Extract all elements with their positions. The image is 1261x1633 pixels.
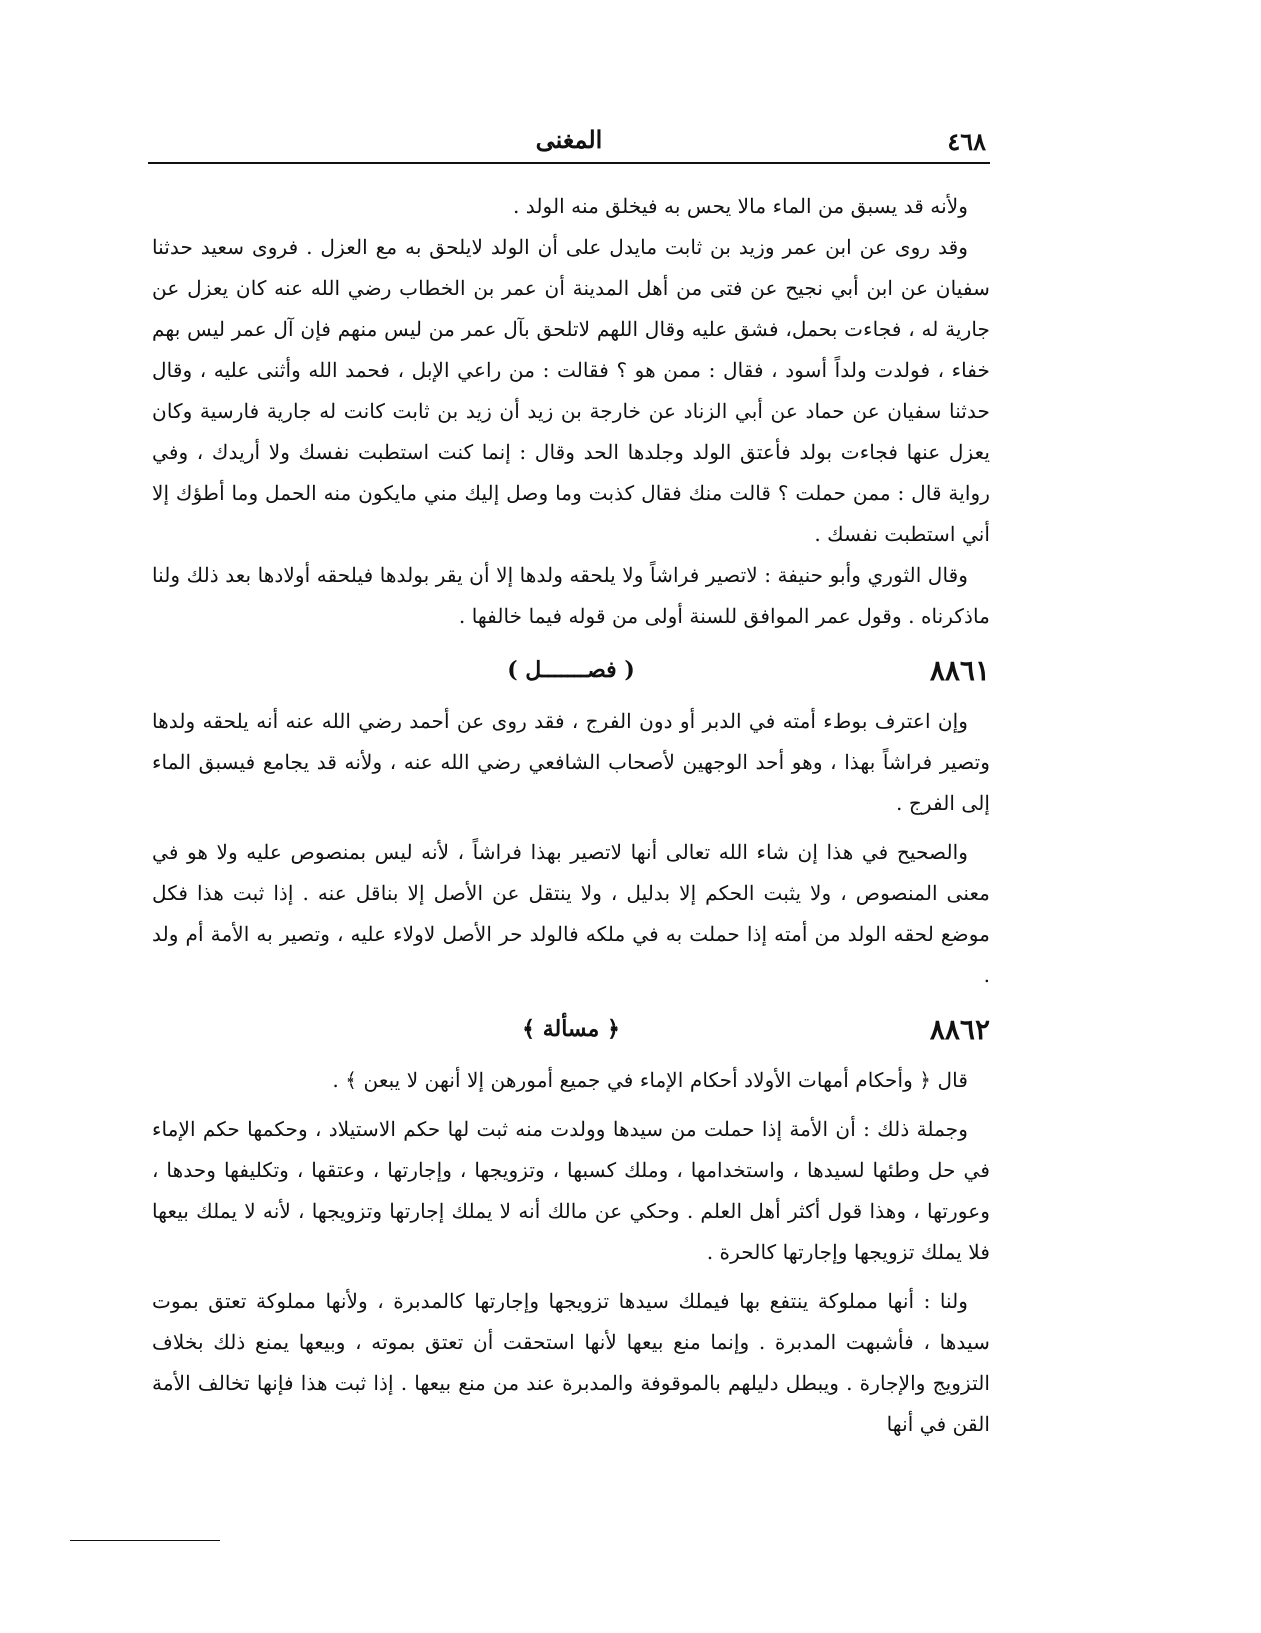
section-heading-8862 xyxy=(152,1002,990,1056)
paragraph: وجملة ذلك : أن الأمة إذا حملت من سيدها وولدت منه ثبت لها حكم الاستيلاد ، وحكمها حكم الإماء في حل وطئها لسيدها ، واستخدامها ، وملك كسبها ، وتزويجها ، وإجارتها ، وعتقها ، وتكليفها وحدها ، وعورتها ، وهذا قول أكثر أهل العلم . وحكي عن مالك أنه لا يملك إجارتها وتزويجها ، لأنه لا يملك بيعها فلا يملك تزويجها وإجارتها كالحرة . xyxy=(152,1117,990,1264)
paragraph: قال ﴿ وأحكام أمهات الأولاد أحكام الإماء في جميع أمورهن إلا أنهن لا يبعن ﴾ . xyxy=(332,1068,968,1092)
paragraph: ولنا : أنها مملوكة ينتفع بها فيملك سيدها تزويجها وإجارتها كالمدبرة ، ولأنها مملوكة تعتق بموت سيدها ، فأشبهت المدبرة . وإنما منع بيعها لأنها استحقت أن تعتق بموته ، وبيعها يمنع ذلك بخلاف التزويج والإجارة . ويبطل دليلهم بالموقوفة والمدبرة عند من منع بيعها . إذا ثبت هذا فإنها تخالف الأمة القن في أنها xyxy=(152,1289,990,1436)
book-title: المغنى xyxy=(535,125,603,154)
footnote-divider xyxy=(70,1540,220,1541)
page-body xyxy=(152,186,990,1445)
section-number: ٨٨٦١ xyxy=(929,653,990,687)
paragraph: وإن اعترف بوطء أمته في الدبر أو دون الفرج ، فقد روى عن أحمد رضي الله عنه أنه يلحقه ولدها وتصير فراشاً بهذا ، وهو أحد الوجهين لأصحاب الشافعي رضي الله عنه ، ولأنه قد يجامع فيسبق الماء إلى الفرج . xyxy=(152,709,990,815)
page-header xyxy=(148,112,990,164)
paragraph: وقال الثوري وأبو حنيفة : لاتصير فراشاً ولا يلحقه ولدها إلا أن يقر بولدها فيلحقه أولادها بعد ذلك ولنا ماذكرناه . وقول عمر الموافق للسنة أولى من قوله فيما خالفها . xyxy=(152,563,990,628)
paragraph: وقد روى عن ابن عمر وزيد بن ثابت مايدل على أن الولد لايلحق به مع العزل . فروى سعيد حدثنا سفيان عن ابن أبي نجيح عن فتى من أهل المدينة أن عمر بن الخطاب رضي الله عنه كان يعزل عن جارية له ، فجاءت بحمل، فشق عليه وقال اللهم لاتلحق بآل عمر من ليس منهم فإن آل عمر ليس بهم خفاء ، فولدت ولداً أسود ، فقال : ممن هو ؟ فقالت : من راعي الإبل ، فحمد الله وأثنى عليه ، وقال حدثنا سفيان عن حماد عن أبي الزناد عن خارجة بن زيد أن زيد بن ثابت كانت له جارية فارسية وكان يعزل عنها فجاءت بولد فأعتق الولد وجلدها الحد وقال : إنما كنت استطبت نفسك ولا أريدك ، وفي رواية قال : ممن حملت ؟ قالت منك فقال كذبت وما وصل إليك مني مايكون منه الحمل وما أطؤك إلا أني استطبت نفسك . xyxy=(152,235,990,546)
page-number: ٤٦٨ xyxy=(947,127,986,156)
section-heading-8861 xyxy=(152,643,990,697)
section-title: ﴿ مسألة ﴾ xyxy=(522,1015,620,1042)
paragraph: ولأنه قد يسبق من الماء مالا يحس به فيخلق منه الولد . xyxy=(512,194,968,218)
paragraph: والصحيح في هذا إن شاء الله تعالى أنها لاتصير بهذا فراشاً ، لأنه ليس بمنصوص عليه ولا هو في معنى المنصوص ، ولا يثبت الحكم إلا بدليل ، ولا ينتقل عن الأصل إلا بناقل عنه . إذا ثبت هذا فكل موضع لحقه الولد من أمته إذا حملت به في ملكه فالولد حر الأصل لاولاء عليه ، وتصير به الأمة أم ولد . xyxy=(152,840,990,987)
section-title: ( فصـــــــل ) xyxy=(507,656,635,683)
section-number: ٨٨٦٢ xyxy=(929,1012,990,1046)
